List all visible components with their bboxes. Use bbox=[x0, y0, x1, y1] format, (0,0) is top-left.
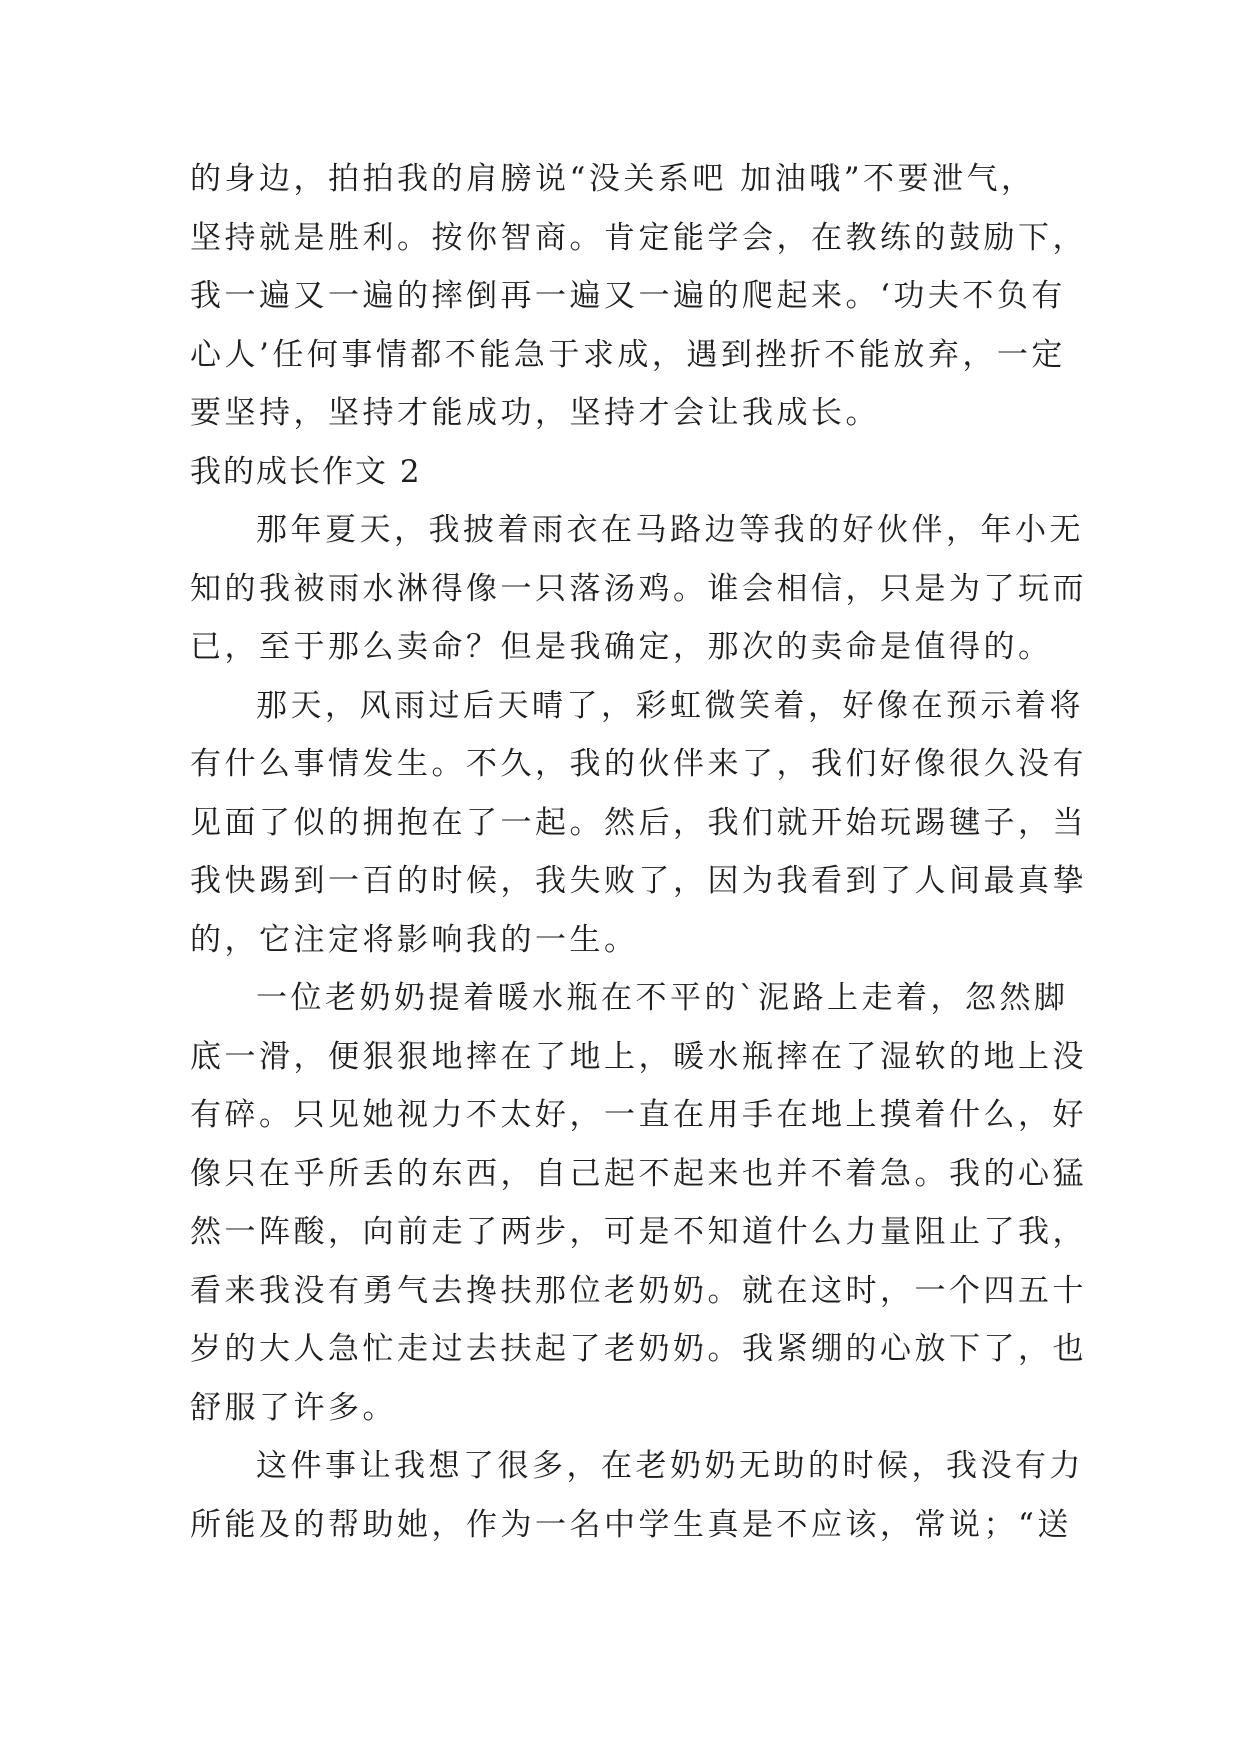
section-heading: 我的成长作文 2 bbox=[190, 453, 422, 490]
text-line: 坚持就是胜利。按你智商。肯定能学会，在教练的鼓励下， bbox=[190, 219, 1087, 256]
text-line: 那年夏天，我披着雨衣在马路边等我的好伙伴，年小无 bbox=[256, 512, 1084, 548]
text-line: 我一遍又一遍的摔倒再一遍又一遍的爬起来。‘功夫不负有 bbox=[190, 278, 1066, 314]
text-line: 我快踢到一百的时候，我失败了，因为我看到了人间最真挚 bbox=[190, 863, 1087, 899]
text-line: 的身边，拍拍我的肩膀说“没关系吧 加油哦”不要泄气， bbox=[190, 161, 1036, 197]
text-line: 所能及的帮助她，作为一名中学生真是不应该，常说；“送 bbox=[190, 1506, 1072, 1543]
document-page bbox=[190, 150, 1087, 1554]
text-line: 然一阵酸，向前走了两步，可是不知道什么力量阻止了我， bbox=[190, 1214, 1087, 1250]
text-line: 看来我没有勇气去搀扶那位老奶奶。就在这时，一个四五十 bbox=[190, 1272, 1087, 1309]
text-line: 要坚持，坚持才能成功，坚持才会让我成长。 bbox=[190, 395, 880, 431]
text-line: 底一滑，便狠狠地摔在了地上，暖水瓶摔在了湿软的地上没 bbox=[190, 1038, 1087, 1075]
text-line: 有碎。只见她视力不太好，一直在用手在地上摸着什么，好 bbox=[190, 1097, 1087, 1133]
text-line: 这件事让我想了很多，在老奶奶无助的时候，我没有力 bbox=[256, 1448, 1084, 1484]
continuation-paragraph bbox=[190, 150, 1087, 443]
text-line: 岁的大人急忙走过去扶起了老奶奶。我紧绷的心放下了，也 bbox=[190, 1331, 1087, 1367]
text-line: 一位老奶奶提着暖水瓶在不平的`泥路上走着，忽然脚 bbox=[256, 980, 1069, 1016]
paragraph bbox=[190, 677, 1087, 970]
text-line: 的，它注定将影响我的一生。 bbox=[190, 921, 639, 958]
text-line: 知的我被雨水淋得像一只落汤鸡。谁会相信，只是为了玩而 bbox=[190, 570, 1087, 607]
text-line: 已，至于那么卖命？但是我确定，那次的卖命是值得的。 bbox=[190, 629, 1053, 665]
paragraph bbox=[190, 1437, 1084, 1554]
text-line: 像只在乎所丢的东西，自己起不起来也并不着急。我的心猛 bbox=[190, 1155, 1087, 1192]
text-line: 见面了似的拥抱在了一起。然后，我们就开始玩踢毽子，当 bbox=[190, 804, 1087, 841]
text-line: 那天，风雨过后天晴了，彩虹微笑着，好像在预示着将 bbox=[256, 687, 1084, 724]
text-line: 舒服了许多。 bbox=[190, 1389, 397, 1426]
paragraph bbox=[190, 969, 1087, 1437]
paragraph bbox=[190, 501, 1087, 677]
text-line: 心人’任何事情都不能急于求成，遇到挫折不能放弃，一定 bbox=[190, 336, 1066, 373]
text-line: 有什么事情发生。不久，我的伙伴来了，我们好像很久没有 bbox=[190, 746, 1087, 782]
